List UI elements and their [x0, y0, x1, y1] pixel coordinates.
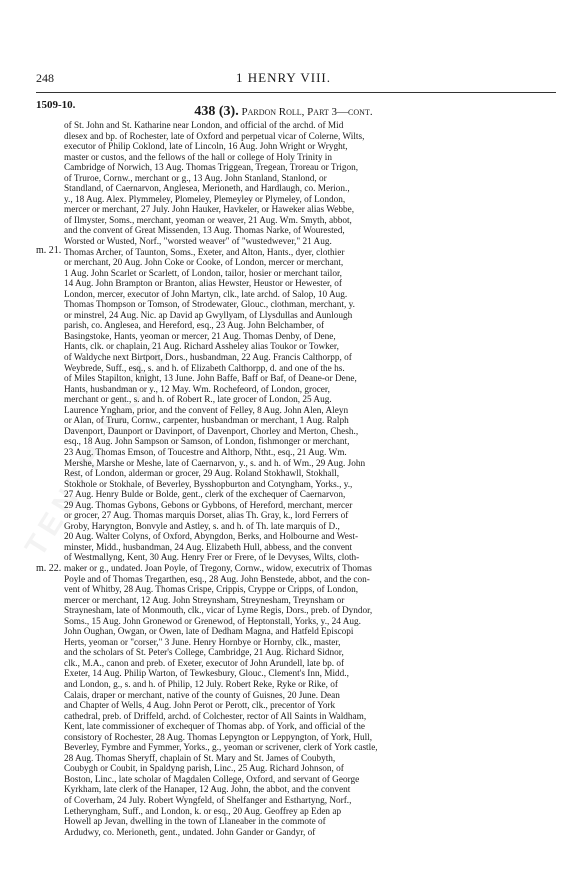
- page-number: 248: [36, 71, 54, 85]
- margin-note-m22: m. 22.: [36, 563, 62, 574]
- year-range: 1509-10.: [36, 99, 76, 111]
- header-rule: [36, 92, 556, 93]
- section-heading: [0, 104, 567, 120]
- body-text: of St. John and St. Katharine near London, and official of the archd. of Mid dlesex and bp. of Rochester, late of Oxford and perpetual vicar of Colerne, Wilts, executor of Philip Coklond, late of Lincoln, 16 Aug. John Wright or Wryght, master or custos, and the fellows of the hall or college of Holy Trinity in Cambridge of Norwich, 13 Aug. Thomas Triggean, Tregean, Troreau or Trigon, of Truroe, Cornw., merchant or g., 13 Aug. John Stanland, Stanlond, or Standland, of Caernarvon, Anglesea, Merioneth, and Hardlaugh, co. Merion., y., 18 Aug. Alex. Plymmeley, Plomeley, Plemeyley or Plymeley, of London, mercer or merchant, 27 July. John Hauker, Havkeler, or Haweker alias Webbe, of Ilmyster, Soms., merchant, yeoman or weaver, 21 Aug. Wm. Smyth, abbot, and the convent of Great Missenden, 13 Aug. Thomas Narke, of Wourested, Worsted or Wusted, Norf., "worsted weaver" of "wustedwever," 21 Aug. Thomas Archer, of Taunton, Soms., Exeter, and Alton, Hants., dyer, clothier or merchant, 20 Aug. John Coke or Cooke, of London, mercer or merchant, 1 Aug. John Scarlet or Scarlett, of London, tailor, hosier or merchant tailor, 14 Aug. John Brampton or Branton, alias Hewster, Heustor or Hewester, of London, mercer, executor of John Martyn, clk., late archd. of Salop, 10 Aug. Thomas Thompson or Tomson, of Strodewater, Glouc., clothman, merchant, y. or minstrel, 24 Aug. Nic. ap David ap Gwyllyam, of Llysdullas and Aunlough parish, co. Anglesea, and Hereford, esq., 23 Aug. John Belchamber, of Basingstoke, Hants, yeoman or mercer, 21 Aug. Thomas Denby, of Dene, Hants, clk. or chaplain, 21 Aug. Richard Assheley alias Toukor or Towker, of Waldyche next Birtport, Dors., husbandman, 22 Aug. Francis Calthorpp, of Weybrede, Suff., esq., s. and h. of Elizabeth Calthorpp, d. and one of the hs. of Miles Stapilton, knight, 13 June. John Baffe, Baff or Baf, of Deane-or Dene, Hants, husbandman or y., 12 May. Wm. Rochefeord, of London, grocer, merchant or gent., s. and h. of Robert R., late grocer of London, 25 Aug. Laurence Yngham, prior, and the convent of Felley, 8 Aug. John Alen, Aleyn or Alan, of Truru, Cornw., carpenter, husbandman or merchant, 1 Aug. Ralph Davenport, Daunport or Davinport, of Davenport, Chorley and Merton, Chesh., esq., 18 Aug. John Sampson or Samson, of London, fishmonger or merchant, 23 Aug. Thomas Emson, of Toucestre and Althorp, Ntht., esq., 21 Aug. Wm. Mershe, Marshe or Meshe, late of Caernarvon, y., s. and h. of Wm., 29 Aug. John Rest, of London, alderman or grocer, 29 Aug. Roland Stokhawll, Stokhall, Stokhole or Stokhale, of Beverley, Bysshopburton and Cotyngham, Yorks., y., 27 Aug. Henry Bulde or Bolde, gent., clerk of the exchequer of Caernarvon, 29 Aug. Thomas Gybons, Gebons or Gybbons, of Hereford, merchant, mercer or grocer, 27 Aug. Thomas marquis Dorset, alias Th. Gray, k., lord Ferrers of Groby, Haryngton, Bonvyle and Astley, s. and h. of Th. late marquis of D., 20 Aug. Walter Colyns, of Oxford, Abyngdon, Berks, and Holbourne and West- minster, Midd., husbandman, 24 Aug. Elizabeth Hull, abbess, and the convent of Westmallyng, Kent, 30 Aug. Henry Frer or Frere, of le Devyses, Wilts, cloth- maker or g., undated. Joan Poyle, of Tregony, Cornw., widow, executrix of Thomas Poyle and of Thomas Tregarthen, esq., 28 Aug. John Benstede, abbot, and the con- vent of Whitby, 28 Aug. Thomas Crispe, Crippis, Cryppe or Cripps, of London, mercer or merchant, 12 Aug. John Streynsham, Streynesham, Treynsham or Straynesham, late of Monmouth, clk., vicar of Lyme Regis, Dors., preb. of Dyndor, Soms., 15 Aug. John Gronewod or Grenewod, of Heptonstall, Yorks, y., 24 Aug. John Oughan, Owgan, or Owen, late of Dedham Magna, and Hatfeld Episcopi Herts, yeoman or "corser," 3 June. Henry Hornbye or Hornby, clk., master, and the scholars of St. Peter's College, Cambridge, 21 Aug. Richard Sidnor, clk., M.A., canon and preb. of Exeter, executor of John Arundell, late bp. of Exeter, 14 Aug. Philip Warton, of Tewkesbury, Glouc., Clement's Inn, Midd., and London, g., s. and h. of Philip, 12 July. Robert Reke, Ryke or Rike, of Calais, draper or merchant, native of the county of Guisnes, 20 June. Dean and Chapter of Wells, 4 Aug. John Perot or Perott, clk., precentor of York cathedral, preb. of Driffeld, archd. of Colchester, rector of All Saints in Waldham, Kent, late commissioner of exchequer of Thomas abp. of York, and official of the consistory of Rochester, 28 Aug. Thomas Lepyngton or Leppyngton, of York, Hull, Beverley, Fymbre and Fymmer, Yorks., g., yeoman or scrivener, clerk of York castle, 28 Aug. Thomas Sheryff, chaplain of St. Mary and St. James of Coubyth, Coubygh or Coubit, in Spaldyng parish, Linc., 25 Aug. Richard Johnson, of Boston, Linc., late scholar of Magdalen College, Oxford, and servant of George Kyrkham, late clerk of the Hanaper, 12 Aug. John, the abbot, and the convent of Coverham, 24 July. Robert Wyngfeld, of Shelfanger and Esthartyng, Norf., Letheryngham, Suff., and London, k. or esq., 20 Aug. Geoffrey ap Eden ap Howell ap Jevan, dwelling in the town of Llaneaber in the commote of Ardudwy, co. Merioneth, gent., undated. John Gander or Gandyr, of: [64, 121, 378, 838]
- running-head: 1 HENRY VIII.: [236, 70, 331, 85]
- margin-note-m21: m. 21.: [36, 245, 62, 256]
- section-title: Pardon Roll, Part 3—cont.: [241, 106, 373, 118]
- section-number: 438 (3).: [194, 104, 239, 119]
